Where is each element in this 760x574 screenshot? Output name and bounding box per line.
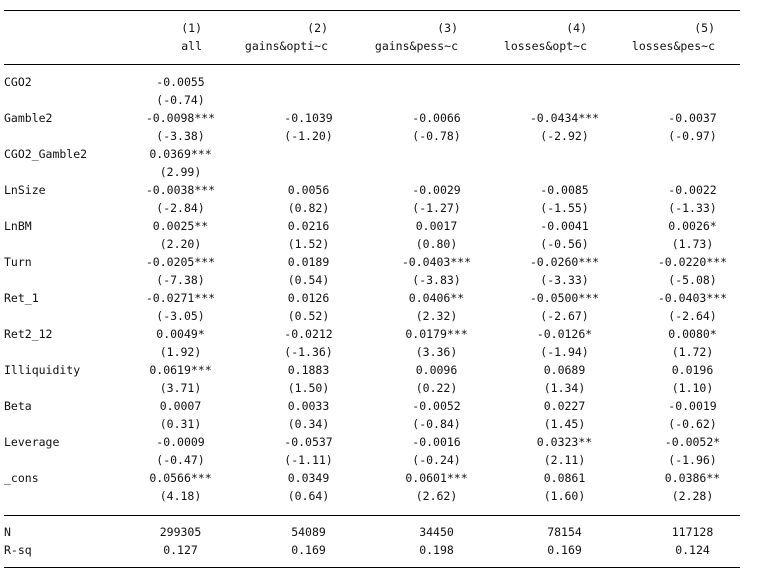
coefficient-cell: -0.0022 — [668, 183, 717, 197]
t-stat-cell: (3.36) — [415, 345, 458, 359]
coefficient-cell: 0.0861 — [543, 471, 586, 485]
col-number: (3) — [437, 21, 458, 35]
coefficient-cell: -0.0019 — [668, 399, 717, 413]
t-stat-cell: (0.80) — [415, 237, 458, 251]
col-number: (4) — [566, 21, 587, 35]
t-stat-cell: (0.54) — [287, 273, 330, 287]
coefficient-cell: -0.0403*** — [401, 255, 472, 269]
coefficient-cell: 0.0619*** — [149, 363, 212, 377]
t-stat-cell: (-3.33) — [540, 273, 589, 287]
t-stat-cell: (-2.92) — [540, 129, 589, 143]
t-stat-cell: (-0.97) — [668, 129, 717, 143]
t-stat-cell: (1.50) — [287, 381, 330, 395]
variable-label: Beta — [4, 399, 32, 413]
t-stat-cell: (-1.11) — [284, 453, 333, 467]
t-stat-cell: (2.11) — [543, 453, 586, 467]
coefficient-cell: -0.0052* — [664, 435, 721, 449]
coefficient-cell: 0.0689 — [543, 363, 586, 377]
t-stat-cell: (0.82) — [287, 201, 330, 215]
t-stat-cell: (-0.62) — [668, 417, 717, 431]
coefficient-cell: -0.0537 — [284, 435, 333, 449]
coefficient-cell: 0.0007 — [159, 399, 202, 413]
t-stat-cell: (-0.84) — [412, 417, 461, 431]
t-stat-cell: (2.32) — [415, 309, 458, 323]
coefficient-cell: 0.0026* — [668, 219, 717, 233]
t-stat-cell: (-2.64) — [668, 309, 717, 323]
coefficient-cell: -0.0052 — [412, 399, 461, 413]
coefficient-cell: 0.0025** — [152, 219, 209, 233]
variable-label: CGO2_Gamble2 — [4, 147, 88, 161]
stat-value: 117128 — [671, 525, 714, 539]
t-stat-cell: (-0.56) — [540, 237, 589, 251]
t-stat-cell: (-0.78) — [412, 129, 461, 143]
header-rule — [4, 64, 740, 65]
stat-value: 0.169 — [291, 543, 326, 557]
coefficient-cell: -0.0085 — [540, 183, 589, 197]
variable-label: Turn — [4, 255, 32, 269]
stats-rule — [4, 515, 740, 516]
coefficient-cell: 0.0323** — [536, 435, 593, 449]
top-rule — [4, 10, 740, 11]
col-name: losses&pes~c — [631, 39, 715, 53]
t-stat-cell: (1.45) — [543, 417, 586, 431]
t-stat-cell: (0.52) — [287, 309, 330, 323]
coefficient-cell: 0.0096 — [415, 363, 458, 377]
coefficient-cell: -0.0220*** — [657, 255, 728, 269]
t-stat-cell: (1.34) — [543, 381, 586, 395]
stat-value: 0.169 — [547, 543, 582, 557]
t-stat-cell: (2.62) — [415, 489, 458, 503]
t-stat-cell: (1.72) — [671, 345, 714, 359]
coefficient-cell: -0.0037 — [668, 111, 717, 125]
coefficient-cell: 0.0406** — [408, 291, 465, 305]
variable-label: Ret_1 — [4, 291, 39, 305]
stat-value: 78154 — [547, 525, 582, 539]
coefficient-cell: 0.0349 — [287, 471, 330, 485]
t-stat-cell: (3.71) — [159, 381, 202, 395]
t-stat-cell: (-3.83) — [412, 273, 461, 287]
coefficient-cell: -0.0041 — [540, 219, 589, 233]
coefficient-cell: -0.0098*** — [145, 111, 216, 125]
col-name: gains&opti~c — [244, 39, 328, 53]
t-stat-cell: (-1.33) — [668, 201, 717, 215]
coefficient-cell: 0.0227 — [543, 399, 586, 413]
t-stat-cell: (2.28) — [671, 489, 714, 503]
t-stat-cell: (1.73) — [671, 237, 714, 251]
t-stat-cell: (1.10) — [671, 381, 714, 395]
col-number: (5) — [694, 21, 715, 35]
coefficient-cell: 0.0386** — [664, 471, 721, 485]
col-name: losses&opt~c — [503, 39, 587, 53]
variable-label: _cons — [4, 471, 39, 485]
t-stat-cell: (0.22) — [415, 381, 458, 395]
t-stat-cell: (-5.08) — [668, 273, 717, 287]
coefficient-cell: -0.0205*** — [145, 255, 216, 269]
stat-label: R-sq — [4, 543, 32, 557]
coefficient-cell: -0.0066 — [412, 111, 461, 125]
t-stat-cell: (-0.74) — [156, 93, 205, 107]
coefficient-cell: -0.0009 — [156, 435, 205, 449]
stat-value: 54089 — [291, 525, 326, 539]
variable-label: Ret2_12 — [4, 327, 53, 341]
t-stat-cell: (4.18) — [159, 489, 202, 503]
coefficient-cell: -0.0016 — [412, 435, 461, 449]
coefficient-cell: 0.0216 — [287, 219, 330, 233]
coefficient-cell: 0.0049* — [156, 327, 205, 341]
t-stat-cell: (0.31) — [159, 417, 202, 431]
coefficient-cell: 0.0126 — [287, 291, 330, 305]
coefficient-cell: 0.0189 — [287, 255, 330, 269]
coefficient-cell: -0.0212 — [284, 327, 333, 341]
t-stat-cell: (0.34) — [287, 417, 330, 431]
stat-value: 0.127 — [163, 543, 198, 557]
t-stat-cell: (0.64) — [287, 489, 330, 503]
coefficient-cell: 0.1883 — [287, 363, 330, 377]
t-stat-cell: (-1.27) — [412, 201, 461, 215]
stat-label: N — [4, 525, 11, 539]
t-stat-cell: (-1.36) — [284, 345, 333, 359]
t-stat-cell: (-1.20) — [284, 129, 333, 143]
t-stat-cell: (-7.38) — [156, 273, 205, 287]
coefficient-cell: -0.0403*** — [657, 291, 728, 305]
coefficient-cell: -0.0434*** — [529, 111, 600, 125]
stat-value: 299305 — [159, 525, 202, 539]
coefficient-cell: -0.0126* — [536, 327, 593, 341]
variable-label: LnSize — [4, 183, 46, 197]
coefficient-cell: -0.0029 — [412, 183, 461, 197]
t-stat-cell: (-2.84) — [156, 201, 205, 215]
t-stat-cell: (2.20) — [159, 237, 202, 251]
t-stat-cell: (-2.67) — [540, 309, 589, 323]
variable-label: Illiquidity — [4, 363, 81, 377]
coefficient-cell: -0.0260*** — [529, 255, 600, 269]
col-name: all — [181, 39, 202, 53]
coefficient-cell: -0.0038*** — [145, 183, 216, 197]
stat-value: 0.124 — [675, 543, 710, 557]
t-stat-cell: (-1.94) — [540, 345, 589, 359]
coefficient-cell: 0.0179*** — [405, 327, 468, 341]
coefficient-cell: 0.0566*** — [149, 471, 212, 485]
t-stat-cell: (1.60) — [543, 489, 586, 503]
coefficient-cell: 0.0601*** — [405, 471, 468, 485]
col-name: gains&pess~c — [374, 39, 458, 53]
coefficient-cell: 0.0017 — [415, 219, 458, 233]
t-stat-cell: (1.52) — [287, 237, 330, 251]
coefficient-cell: 0.0369*** — [149, 147, 212, 161]
coefficient-cell: 0.0080* — [668, 327, 717, 341]
col-number: (1) — [181, 21, 202, 35]
variable-label: CGO2 — [4, 75, 32, 89]
stat-value: 0.198 — [419, 543, 454, 557]
variable-label: Gamble2 — [4, 111, 53, 125]
variable-label: Leverage — [4, 435, 60, 449]
t-stat-cell: (1.92) — [159, 345, 202, 359]
t-stat-cell: (2.99) — [159, 165, 202, 179]
coefficient-cell: -0.1039 — [284, 111, 333, 125]
coefficient-cell: -0.0500*** — [529, 291, 600, 305]
t-stat-cell: (-1.55) — [540, 201, 589, 215]
col-number: (2) — [307, 21, 328, 35]
t-stat-cell: (-3.05) — [156, 309, 205, 323]
coefficient-cell: 0.0056 — [287, 183, 330, 197]
t-stat-cell: (-3.38) — [156, 129, 205, 143]
bottom-rule — [4, 567, 740, 568]
variable-label: LnBM — [4, 219, 32, 233]
t-stat-cell: (-1.96) — [668, 453, 717, 467]
stat-value: 34450 — [419, 525, 454, 539]
coefficient-cell: 0.0196 — [671, 363, 714, 377]
coefficient-cell: 0.0033 — [287, 399, 330, 413]
coefficient-cell: -0.0055 — [156, 75, 205, 89]
coefficient-cell: -0.0271*** — [145, 291, 216, 305]
t-stat-cell: (-0.24) — [412, 453, 461, 467]
t-stat-cell: (-0.47) — [156, 453, 205, 467]
